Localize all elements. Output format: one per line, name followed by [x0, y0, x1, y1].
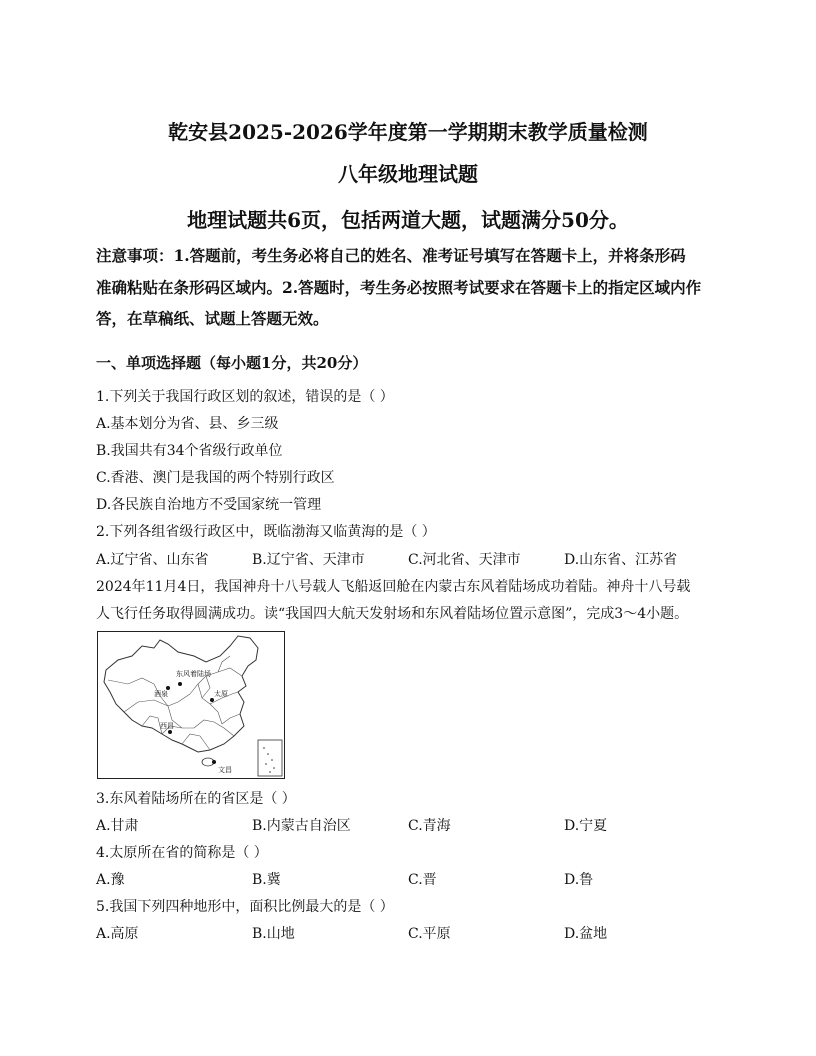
option-a: A.辽宁省、山东省 — [96, 552, 209, 568]
china-map-figure — [97, 631, 285, 779]
option-a: A.甘肃 — [96, 818, 139, 834]
taiyuan-marker — [210, 698, 214, 702]
option-b: B.内蒙古自治区 — [252, 818, 351, 834]
option-c: C.青海 — [408, 818, 451, 834]
option-b: B.山地 — [252, 926, 295, 942]
option-b: B.辽宁省、天津市 — [252, 552, 365, 568]
wenchang-marker — [212, 760, 216, 764]
exam-info: 地理试题共6页，包括两道大题，试题满分50分。 — [187, 208, 629, 232]
option-d: D.盆地 — [564, 926, 608, 942]
passage-line-1: 2024年11月4日，我国神舟十八号载人飞船返回舱在内蒙古东风着陆场成功着陆。神舟十八号载 — [96, 579, 691, 595]
dongfeng-marker — [178, 682, 182, 686]
exam-title: 乾安县2025-2026学年度第一学期期末教学质量检测 — [168, 120, 648, 144]
question-stem: 4.太原所在省的简称是（ ） — [96, 845, 268, 861]
label-wenchang: 文昌 — [218, 766, 232, 774]
question-stem: 1.下列关于我国行政区划的叙述，错误的是（ ） — [96, 389, 394, 405]
province-boundaries — [108, 656, 242, 750]
south-china-sea-dots — [263, 747, 275, 773]
passage-line-2: 人飞行任务取得圆满成功。读“我国四大航天发射场和东风着陆场位置示意图”，完成3～4小题。 — [96, 606, 689, 622]
exam-subtitle: 八年级地理试题 — [338, 162, 478, 186]
option-b: B.我国共有34个省级行政单位 — [96, 443, 283, 459]
notice-line-3: 答，在草稿纸、试题上答题无效。 — [96, 309, 329, 328]
label-jiuquan: 酒泉 — [154, 690, 168, 698]
option-d: D.山东省、江苏省 — [564, 552, 678, 568]
option-a: A.豫 — [96, 872, 125, 888]
option-c: C.晋 — [408, 872, 437, 888]
option-c: C.香港、澳门是我国的两个特别行政区 — [96, 470, 335, 486]
option-a: A.基本划分为省、县、乡三级 — [96, 416, 279, 432]
label-xichang: 西昌 — [160, 722, 174, 730]
question-stem: 2.下列各组省级行政区中，既临渤海又临黄海的是（ ） — [96, 524, 436, 540]
option-c: C.平原 — [408, 926, 451, 942]
option-c: C.河北省、天津市 — [408, 552, 521, 568]
notice-line-1: 注意事项：1.答题前，考生务必将自己的姓名、准考证号填写在答题卡上，并将条形码 — [96, 246, 686, 265]
option-d: D.鲁 — [564, 872, 594, 888]
question-stem: 3.东风着陆场所在的省区是（ ） — [96, 791, 296, 807]
option-a: A.高原 — [96, 926, 139, 942]
label-taiyuan: 太原 — [214, 690, 228, 698]
section-heading: 一、单项选择题（每小题1分，共20分） — [96, 354, 368, 372]
label-dongfeng: 东风着陆场 — [176, 670, 211, 678]
south-china-sea-inset — [258, 740, 282, 776]
china-outline — [104, 636, 258, 752]
xichang-marker — [168, 730, 172, 734]
notice-line-2: 准确粘贴在条形码区域内。2.答题时，考生务必按照考试要求在答题卡上的指定区域内作 — [96, 278, 702, 297]
question-stem: 5.我国下列四种地形中，面积比例最大的是（ ） — [96, 899, 394, 915]
option-b: B.冀 — [252, 872, 281, 888]
option-d: D.各民族自治地方不受国家统一管理 — [96, 497, 322, 513]
option-d: D.宁夏 — [564, 818, 608, 834]
china-map-svg — [98, 632, 284, 778]
